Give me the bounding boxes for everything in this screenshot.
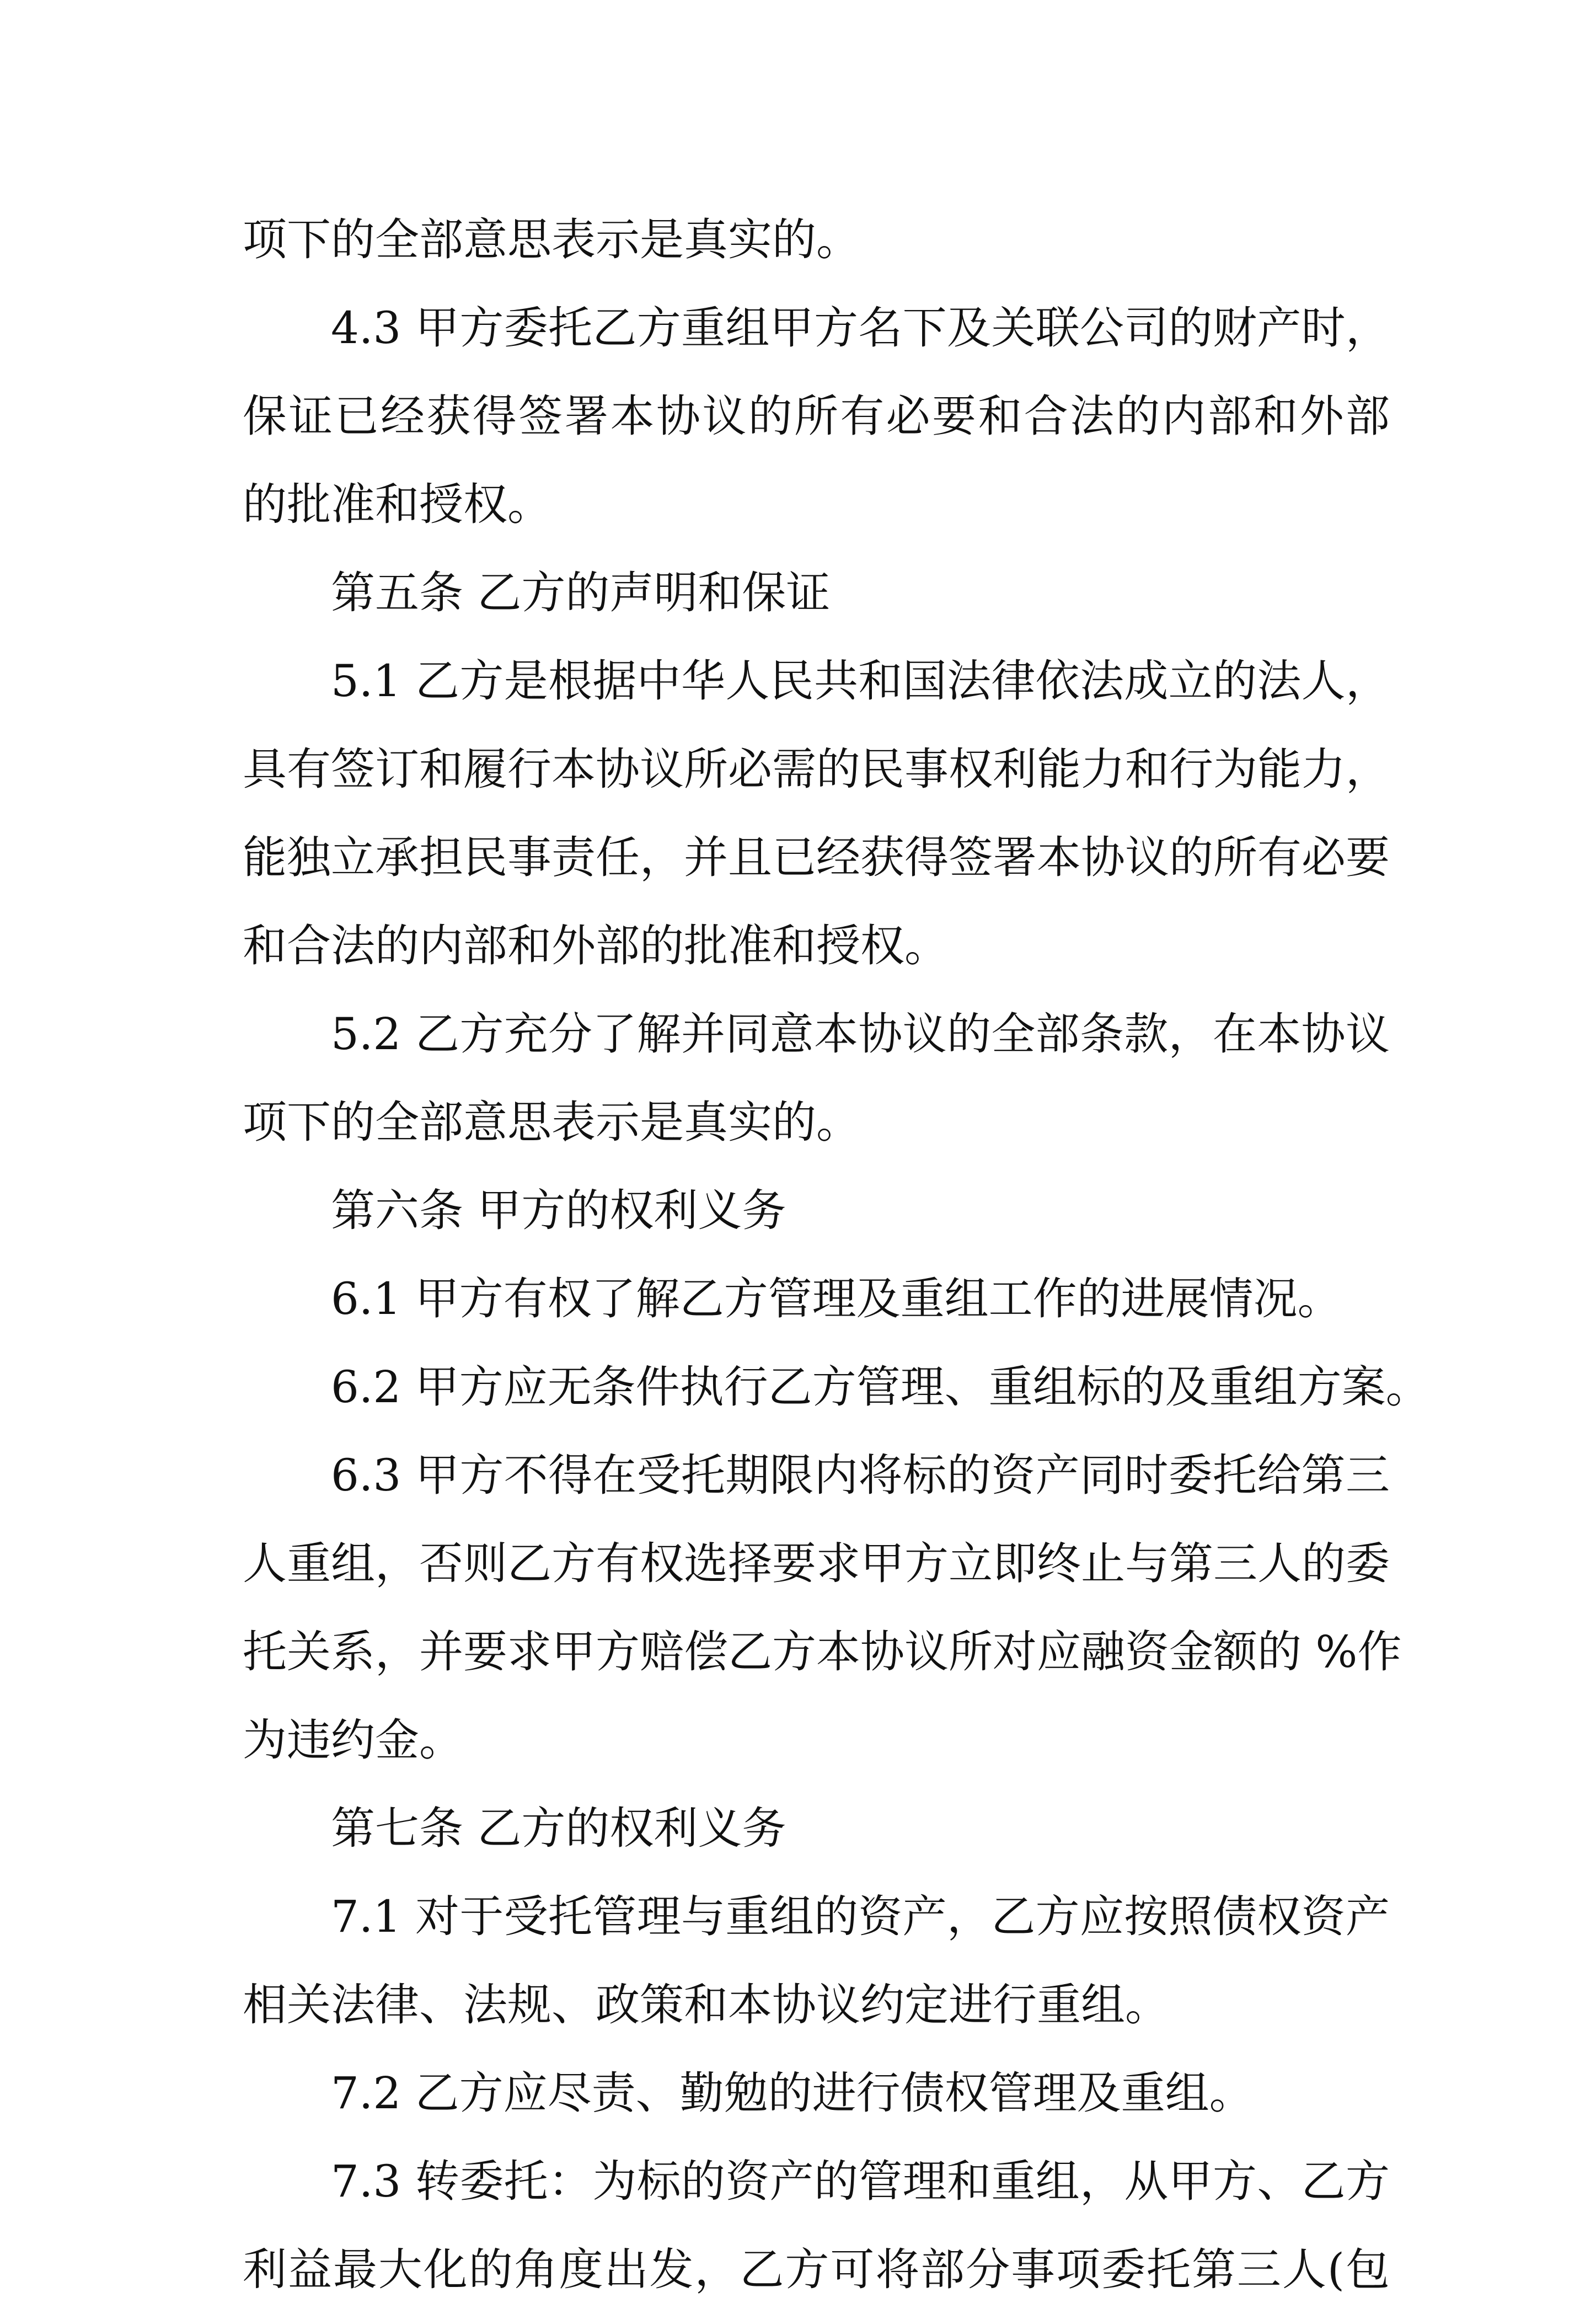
text-line: 5.1 乙方是根据中华人民共和国法律依法成立的法人， xyxy=(331,655,1390,707)
text-line: 的批准和授权。 xyxy=(243,479,551,530)
text-line: 5.2 乙方充分了解并同意本协议的全部条款，在本协议 xyxy=(331,1008,1390,1060)
text-line: 能独立承担民事责任，并且已经获得签署本协议的所有必要 xyxy=(243,832,1390,883)
text-line: 6.2 甲方应无条件执行乙方管理、重组标的及重组方案。 xyxy=(331,1361,1430,1413)
text-line: 项下的全部意思表示是真实的。 xyxy=(243,214,860,265)
text-line: 项下的全部意思表示是真实的。 xyxy=(243,1097,860,1148)
section-heading: 第五条 乙方的声明和保证 xyxy=(331,567,831,618)
text-line: 托关系，并要求甲方赔偿乙方本协议所对应融资金额的 %作 xyxy=(243,1626,1402,1677)
text-line: 人重组，否则乙方有权选择要求甲方立即终止与第三人的委 xyxy=(243,1538,1390,1589)
text-line: 利益最大化的角度出发，乙方可将部分事项委托第三人(包 xyxy=(243,2244,1390,2295)
text-line: 6.3 甲方不得在受托期限内将标的资产同时委托给第三 xyxy=(331,1450,1390,1501)
text-line: 7.2 乙方应尽责、勤勉的进行债权管理及重组。 xyxy=(331,2067,1254,2119)
text-line: 4.3 甲方委托乙方重组甲方名下及关联公司的财产时， xyxy=(331,302,1390,354)
section-heading: 第六条 甲方的权利义务 xyxy=(331,1185,786,1236)
text-line: 7.3 转委托：为标的资产的管理和重组，从甲方、乙方 xyxy=(331,2156,1390,2207)
text-line: 7.1 对于受托管理与重组的资产，乙方应按照债权资产 xyxy=(331,1891,1390,1942)
text-line: 和合法的内部和外部的批准和授权。 xyxy=(243,920,949,971)
document-body xyxy=(243,196,1430,2314)
section-heading: 第七条 乙方的权利义务 xyxy=(331,1803,786,1854)
text-line: 为违约金。 xyxy=(243,1714,463,1766)
text-line: 保证已经获得签署本协议的所有必要和合法的内部和外部 xyxy=(243,391,1390,442)
text-line: 相关法律、法规、政策和本协议约定进行重组。 xyxy=(243,1979,1169,2030)
text-line: 6.1 甲方有权了解乙方管理及重组工作的进展情况。 xyxy=(331,1273,1342,1324)
text-line: 具有签订和履行本协议所必需的民事权利能力和行为能力， xyxy=(243,744,1390,795)
